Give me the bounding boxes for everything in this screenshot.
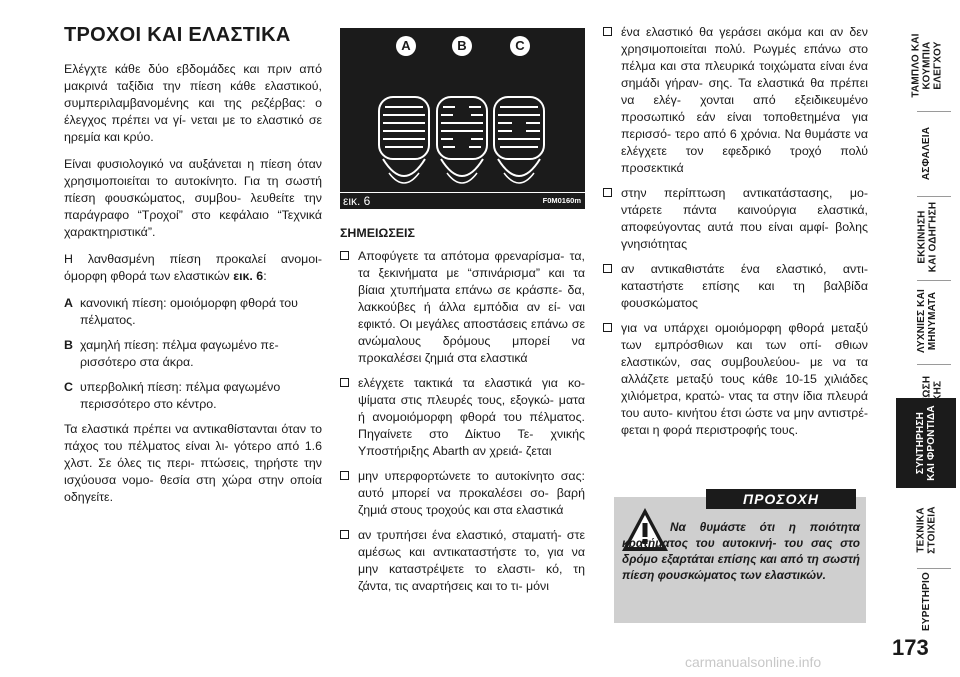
list-item: ένα ελαστικό θα γεράσει ακόμα και αν δεν χρησιμοποιείται πολύ. Ρωγμές επάνω στο πέλμα και στα πλευρικά τοιχώματα είναι ένα σημάδι γήραν- σης. Τα ελαστικά θα πρέπει να ελέγ- χονται από εξειδικευμένο προσωπικό εάν είναι τοποθετημένα για περισσό- τερο από 6 χρόνια. Να θυμάστε να ελέγχετε τον εφεδρικό τροχό πολύ προσεκτικά xyxy=(603,24,868,177)
figure-caption-bar xyxy=(340,192,585,209)
figure-caption: εικ. 6 xyxy=(343,194,371,208)
figure-reference: εικ. 6 xyxy=(233,269,264,283)
tire-wear-figure xyxy=(340,28,585,208)
page-title: ΤΡΟΧΟΙ ΚΑΙ ΕΛΑΣΤΙΚΑ xyxy=(64,24,291,46)
checkbox-bullet-icon xyxy=(340,471,349,480)
checkbox-bullet-icon xyxy=(603,264,612,273)
checkbox-bullet-icon xyxy=(340,530,349,539)
warning-text: Να θυμάστε ότι η ποιότητα κρατήματος του αυτοκινή- του σας στο δρόμο εξαρτάται επίσης και από τη σωστή πίεση φουσκώματος των ελαστικών. xyxy=(622,520,860,582)
list-item: B χαμηλή πίεση: πέλμα φαγωμένο πε- ρισσότερο στα άκρα. xyxy=(64,338,279,369)
checkbox-bullet-icon xyxy=(340,378,349,387)
tab-divider xyxy=(917,111,951,112)
column-middle xyxy=(340,226,585,603)
checkbox-bullet-icon xyxy=(340,251,349,260)
tab-dashboard-controls[interactable]: ΤΑΜΠΛΟ ΚΑΙ ΚΟΥΜΠΙΑ ΕΛΕΓΧΟΥ xyxy=(910,32,944,98)
tire-high-pressure-icon xyxy=(490,93,548,205)
tab-maintenance-care[interactable]: ΣΥΝΤΗΡΗΣΗ ΚΑΙ ΦΡΟΝΤΙΔΑ xyxy=(896,398,956,488)
column-left xyxy=(64,24,322,516)
tab-divider xyxy=(917,364,951,365)
checkbox-bullet-icon xyxy=(603,323,612,332)
list-item: C υπερβολική πίεση: πέλμα φαγωμένο περισσότερο στο κέντρο. xyxy=(64,380,281,411)
list-item: ελέγχετε τακτικά τα ελαστικά για κο- ψίματα στις πλευρές τους, εξογκώ- ματα ή ανομοιόμορφη φθορά του πέλματος. Πηγαίνετε στο Δίκτυο Τε- χνικής Υποστήριξης Abarth αν χρειά- ζεται xyxy=(340,375,585,460)
list-item: μην υπερφορτώνετε το αυτοκίνητο σας: αυτό μπορεί να προκαλέσει σο- βαρή ζημιά στους τροχούς και στα ελαστικά xyxy=(340,468,585,519)
list-item: Αποφύγετε τα απότομα φρεναρίσμα- τα, τα ξεκινήματα με “σπινάρισμα” και τα βίαια χτυπήματα επάνω σε κράσπε- δα, λακκούβες ή άλλα εμπόδια αν εί- ναι εφικτό. Οι μεγάλες αποστάσεις επάνω σε ανώμαλους δρόμους μπορεί να προκαλέσει ζημιά στα ελαστικά xyxy=(340,248,585,367)
checkbox-bullet-icon xyxy=(603,188,612,197)
tab-safety[interactable]: ΑΣΦΑΛΕΙΑ xyxy=(921,126,933,180)
list-item: για να υπάρχει ομοιόμορφη φθορά μεταξύ των εμπρόσθιων και των οπί- σθιων ελαστικών, σας συμβουλεύου- με να τα αλλάζετε μεταξύ τους κάθε 10-15 χιλιάδες χιλιόμετρα, κρατώ- ντας τα στην ίδια πλευρά του αυτο- κινήτου έτσι ώστε να μην αντιστρέ- φεται η φορά περιστροφής τους. xyxy=(603,320,868,439)
tab-starting-driving[interactable]: ΕΚΚΙΝΗΣΗ ΚΑΙ ΟΔΗΓΗΣΗ xyxy=(916,201,939,273)
list-item: αν τρυπήσει ένα ελαστικό, σταματή- στε αμέσως και αντικαταστήστε το, για να μην καταστρέψετε το ελαστι- κό, τη ζάντα, τις αναρτήσεις και το τι- μόνι xyxy=(340,527,585,595)
checkbox-bullet-icon xyxy=(603,27,612,36)
watermark: carmanualsonline.info xyxy=(685,654,822,670)
list-item: A κανονική πίεση: ομοιόμορφη φθορά του πέλματος. xyxy=(64,296,298,327)
tab-technical-data[interactable]: ΤΕΧΝΙΚΑ ΣΤΟΙΧΕΙΑ xyxy=(916,506,938,554)
chapter-tabs xyxy=(885,0,960,677)
figure-label-b: B xyxy=(452,36,472,56)
column-right xyxy=(603,24,868,447)
tab-index[interactable]: ΕΥΡΕΤΗΡΙΟ xyxy=(921,571,933,631)
list-item: στην περίπτωση αντικατάστασης, μο- ντάρετε πάντα καινούργια ελαστικά, αποφεύγοντας αυτά που είναι αμφί- βολης γνησιότητας xyxy=(603,185,868,253)
tab-divider xyxy=(917,196,951,197)
figure-label-c: C xyxy=(510,36,530,56)
page-number: 173 xyxy=(892,635,929,660)
tab-divider xyxy=(917,280,951,281)
tire-low-pressure-icon xyxy=(433,93,491,205)
notes-heading: ΣΗΜΕΙΩΣΕΙΣ xyxy=(340,226,415,240)
figure-code: F0M0160m xyxy=(542,196,581,205)
tab-divider xyxy=(917,568,951,569)
intro-paragraph: Ελέγχτε κάθε δύο εβδομάδες και πριν από μακρινά ταξίδια την πίεση κάθε ελαστικού, συμπεριλαμβανομένης και της ρεζέρβας: ο έλεγχος πρέπει να γί- νεται με το ελαστικό σε ηρεμία και κρύο. xyxy=(64,62,322,144)
tab-lights-messages[interactable]: ΛΥΧΝΙΕΣ ΚΑΙ ΜΗΝΥΜΑΤΑ xyxy=(916,289,939,353)
warning-badge: ΠΡΟΣΟΧΗ xyxy=(706,489,856,509)
tire-normal-icon xyxy=(375,93,433,205)
warning-box xyxy=(614,491,866,623)
pressure-paragraph: Είναι φυσιολογικό να αυξάνεται η πίεση όταν χρησιμοποιείται το αυτοκίνητο. Για τη σωστή πίεση φουσκώματος, συμβου- λευθείτε την παράγραφο “Τροχοί” στο κεφάλαιο “Τεχνικά χαρακτηριστικά”. xyxy=(64,157,322,239)
wear-paragraph: Η λανθασμένη πίεση προκαλεί ανομοι- όμορφη φθορά των ελαστικών εικ. 6: xyxy=(64,252,322,283)
figure-label-a: A xyxy=(396,36,416,56)
list-item: αν αντικαθιστάτε ένα ελαστικό, αντι- καταστήστε επίσης και τη βαλβίδα φουσκώματος xyxy=(603,261,868,312)
replacement-paragraph: Τα ελαστικά πρέπει να αντικαθίστανται όταν το πάχος του πέλματος είναι λι- γότερο από 1.6 χλστ. Σε όλες τις περι- πτώσεις, τηρήστε την ισχύουσα νομο- θεσία στη χώρα στην οποία οδηγείτε. xyxy=(64,422,322,504)
